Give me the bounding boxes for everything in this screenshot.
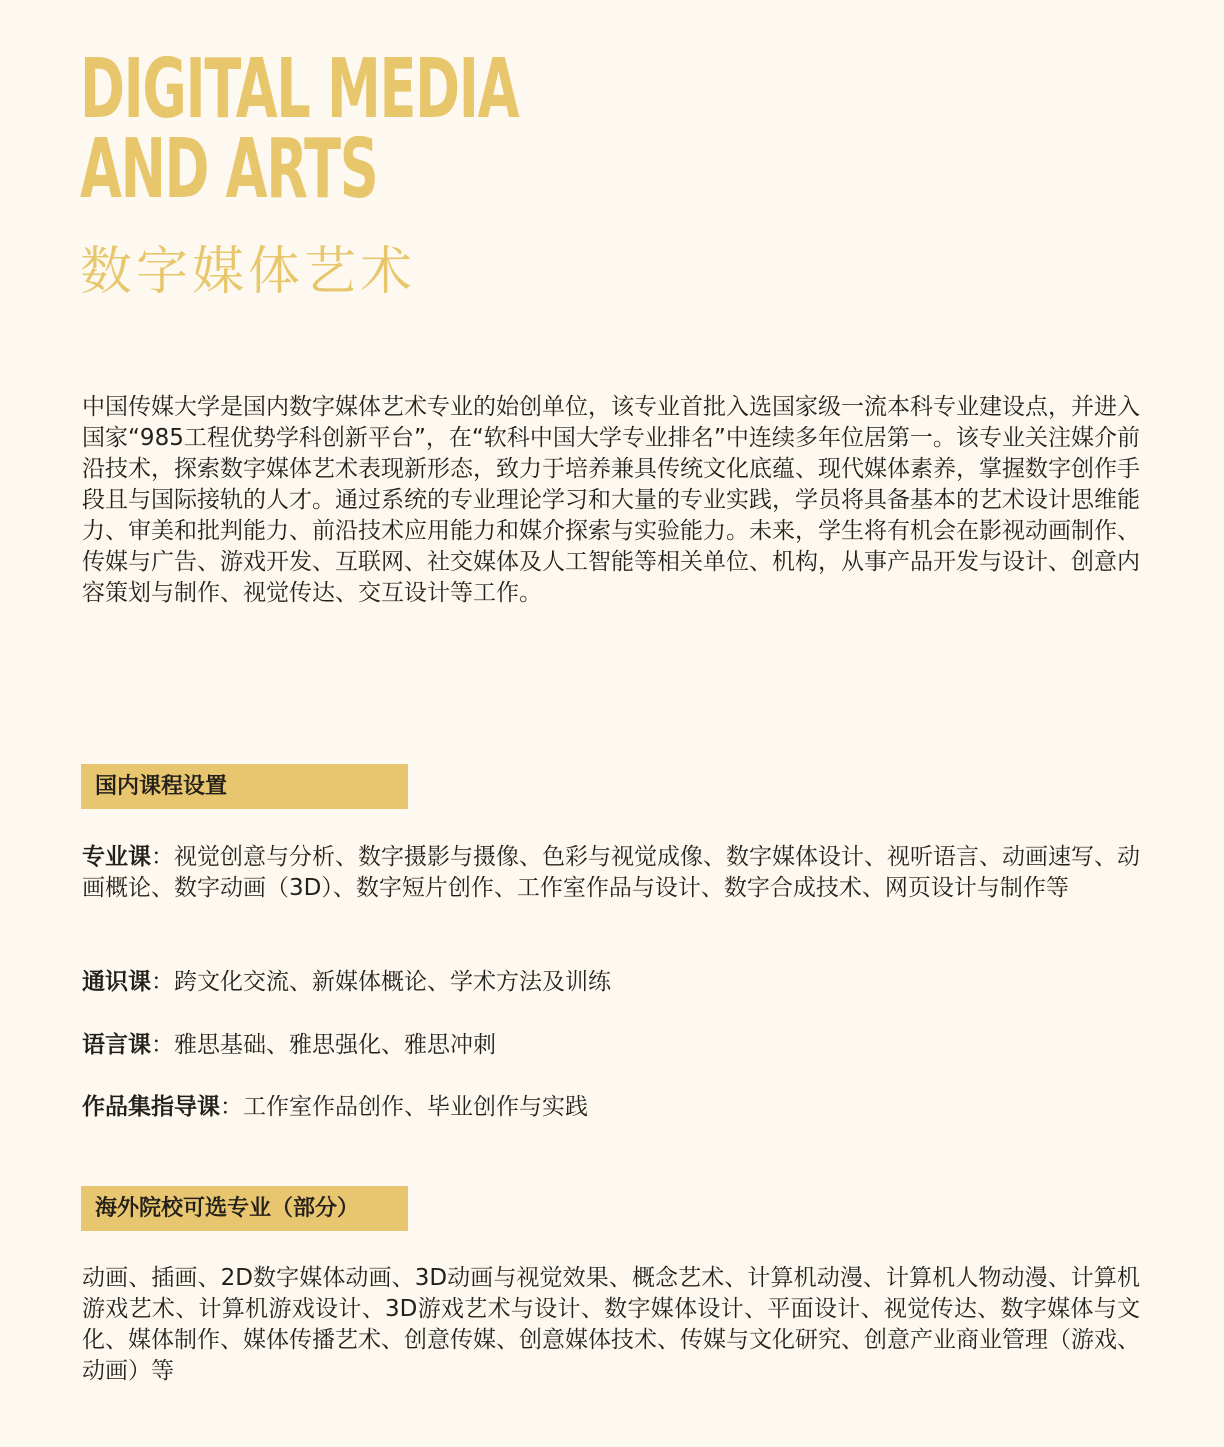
course-separator: ： (151, 969, 174, 995)
course-label: 专业课 (82, 844, 151, 870)
course-language (82, 1030, 1140, 1061)
course-separator: ： (151, 1032, 174, 1058)
course-portfolio (82, 1092, 1140, 1123)
overseas-majors-heading: 海外院校可选专业（部分） (81, 1186, 408, 1231)
course-label: 语言课 (82, 1032, 151, 1058)
course-label: 通识课 (82, 969, 151, 995)
course-separator: ： (220, 1094, 243, 1120)
course-label: 作品集指导课 (82, 1094, 220, 1120)
title-line-1: DIGITAL MEDIA (80, 42, 519, 137)
course-content: 视觉创意与分析、数字摄影与摄像、色彩与视觉成像、数字媒体设计、视听语言、动画速写、动画概论、数字动画（3D）、数字短片创作、工作室作品与设计、数字合成技术、网页设计与制作等 (82, 844, 1140, 901)
intro-paragraph: 中国传媒大学是国内数字媒体艺术专业的始创单位，该专业首批入选国家级一流本科专业建设点，并进入国家“985工程优势学科创新平台”，在“软科中国大学专业排名”中连续多年位居第一。该专业关注媒介前沿技术，探索数字媒体艺术表现新形态，致力于培养兼具传统文化底蕴、现代媒体素养，掌握数字创作手段且与国际接轨的人才。通过系统的专业理论学习和大量的专业实践，学员将具备基本的艺术设计思维能力、审美和批判能力、前沿技术应用能力和媒介探索与实验能力。未来，学生将有机会在影视动画制作、传媒与广告、游戏开发、互联网、社交媒体及人工智能等相关单位、机构，从事产品开发与设计、创意内容策划与制作、视觉传达、交互设计等工作。 (82, 394, 1140, 606)
page-title-chinese: 数字媒体艺术 (80, 242, 417, 302)
page-title-english (80, 42, 519, 217)
course-major (82, 842, 1140, 904)
course-content: 工作室作品创作、毕业创作与实践 (243, 1094, 588, 1120)
course-general (82, 967, 1140, 998)
overseas-majors-list: 动画、插画、2D数字媒体动画、3D动画与视觉效果、概念艺术、计算机动漫、计算机人物动漫、计算机游戏艺术、计算机游戏设计、3D游戏艺术与设计、数字媒体设计、平面设计、视觉传达、数字媒体与文化、媒体制作、媒体传播艺术、创意传媒、创意媒体技术、传媒与文化研究、创意产业商业管理（游戏、动画）等 (82, 1265, 1140, 1384)
course-content: 雅思基础、雅思强化、雅思冲刺 (174, 1032, 496, 1058)
course-separator: ： (151, 844, 174, 870)
title-line-2: AND ARTS (80, 122, 378, 217)
domestic-courses-heading: 国内课程设置 (81, 764, 408, 809)
course-content: 跨文化交流、新媒体概论、学术方法及训练 (174, 969, 611, 995)
